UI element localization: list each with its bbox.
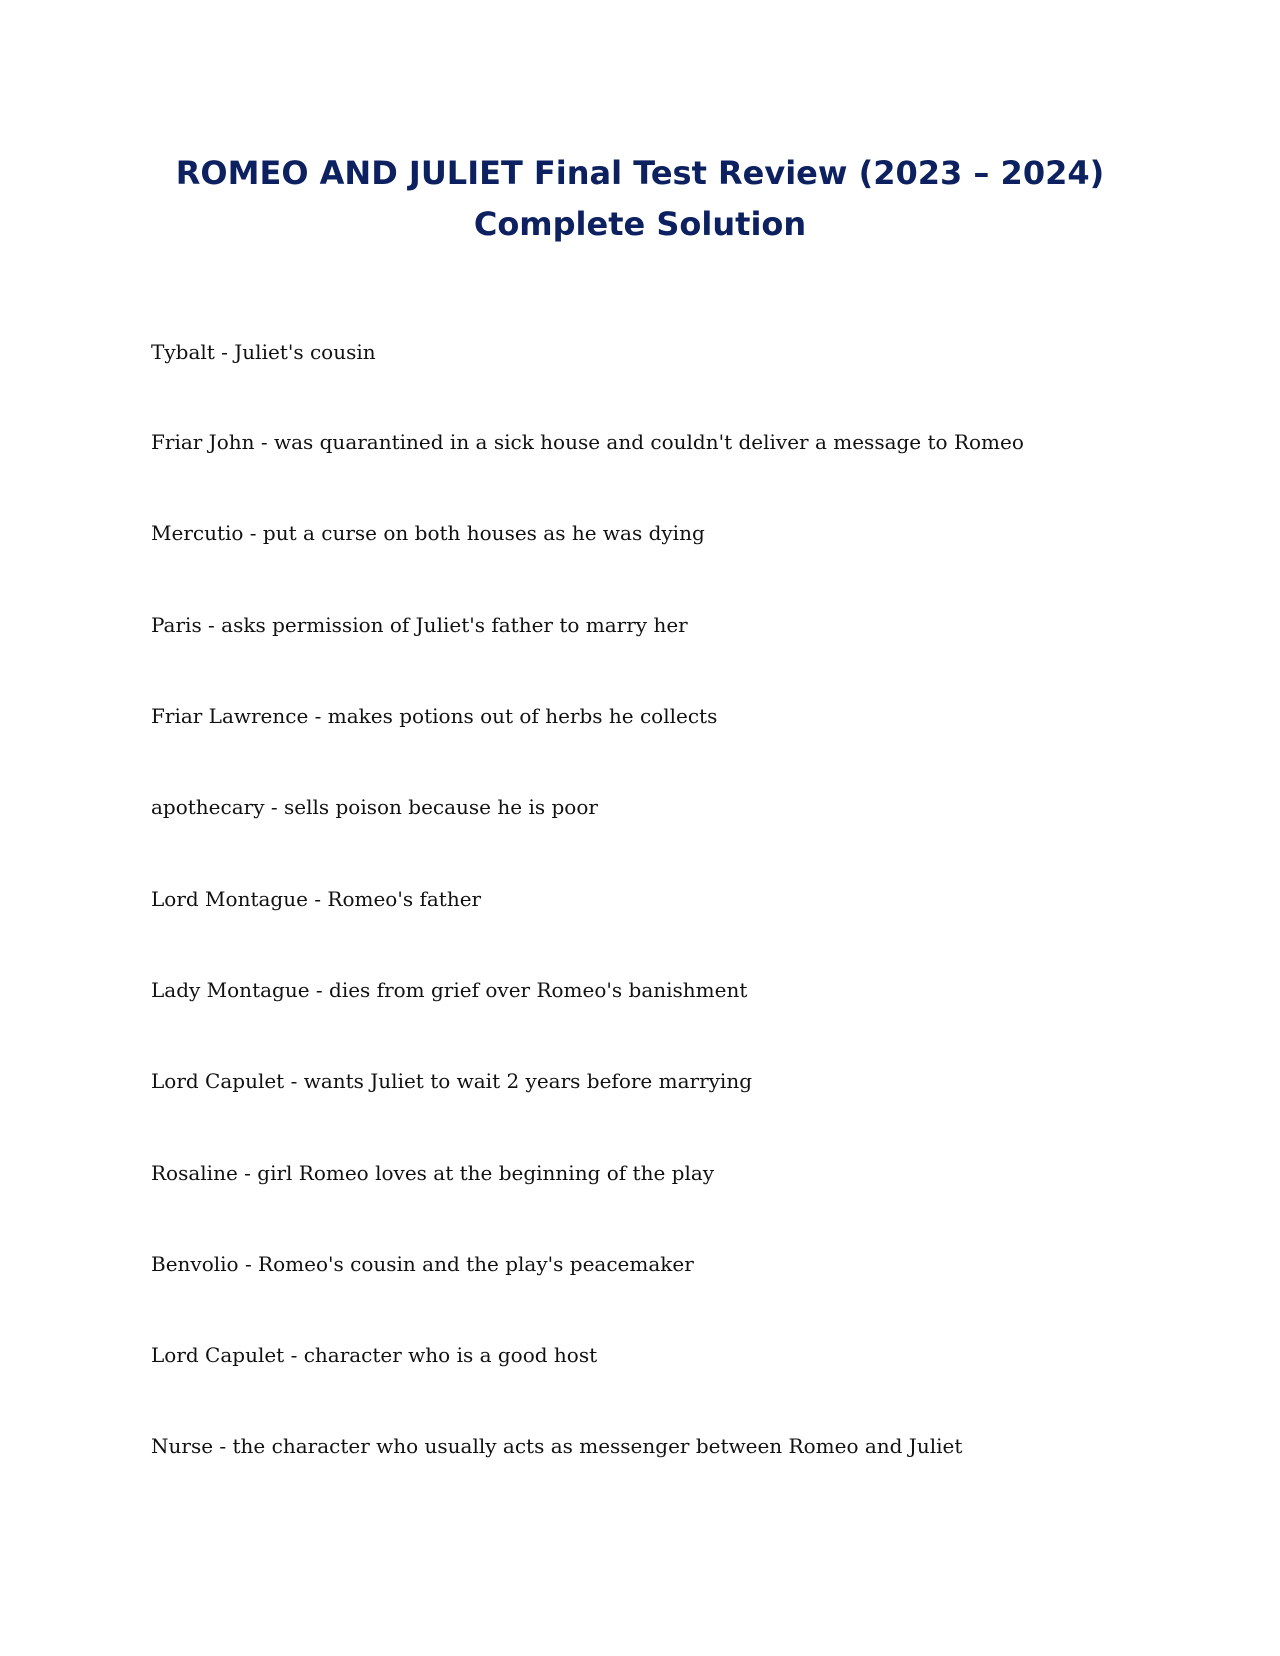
list-item: Rosaline - girl Romeo loves at the beginning of the play: [151, 1161, 715, 1185]
list-item: Nurse - the character who usually acts as messenger between Romeo and Juliet: [151, 1434, 963, 1458]
list-item: Mercutio - put a curse on both houses as he was dying: [151, 521, 705, 545]
list-item: Paris - asks permission of Juliet's father to marry her: [151, 613, 688, 637]
list-item: apothecary - sells poison because he is poor: [151, 795, 598, 819]
title-line-2: Complete Solution: [473, 205, 807, 243]
list-item: Lord Capulet - character who is a good host: [151, 1343, 598, 1367]
title-line-1: ROMEO AND JULIET Final Test Review (2023 – 2024): [175, 154, 1105, 192]
list-item: Tybalt - Juliet's cousin: [151, 340, 376, 364]
list-item: Benvolio - Romeo's cousin and the play's peacemaker: [151, 1252, 694, 1276]
list-item: Friar Lawrence - makes potions out of herbs he collects: [151, 704, 718, 728]
list-item: Friar John - was quarantined in a sick house and couldn't deliver a message to Romeo: [151, 430, 1024, 454]
document-title: [100, 148, 1180, 250]
list-item: Lord Montague - Romeo's father: [151, 887, 482, 911]
list-item: Lord Capulet - wants Juliet to wait 2 years before marrying: [151, 1069, 753, 1093]
list-item: Lady Montague - dies from grief over Romeo's banishment: [151, 978, 748, 1002]
